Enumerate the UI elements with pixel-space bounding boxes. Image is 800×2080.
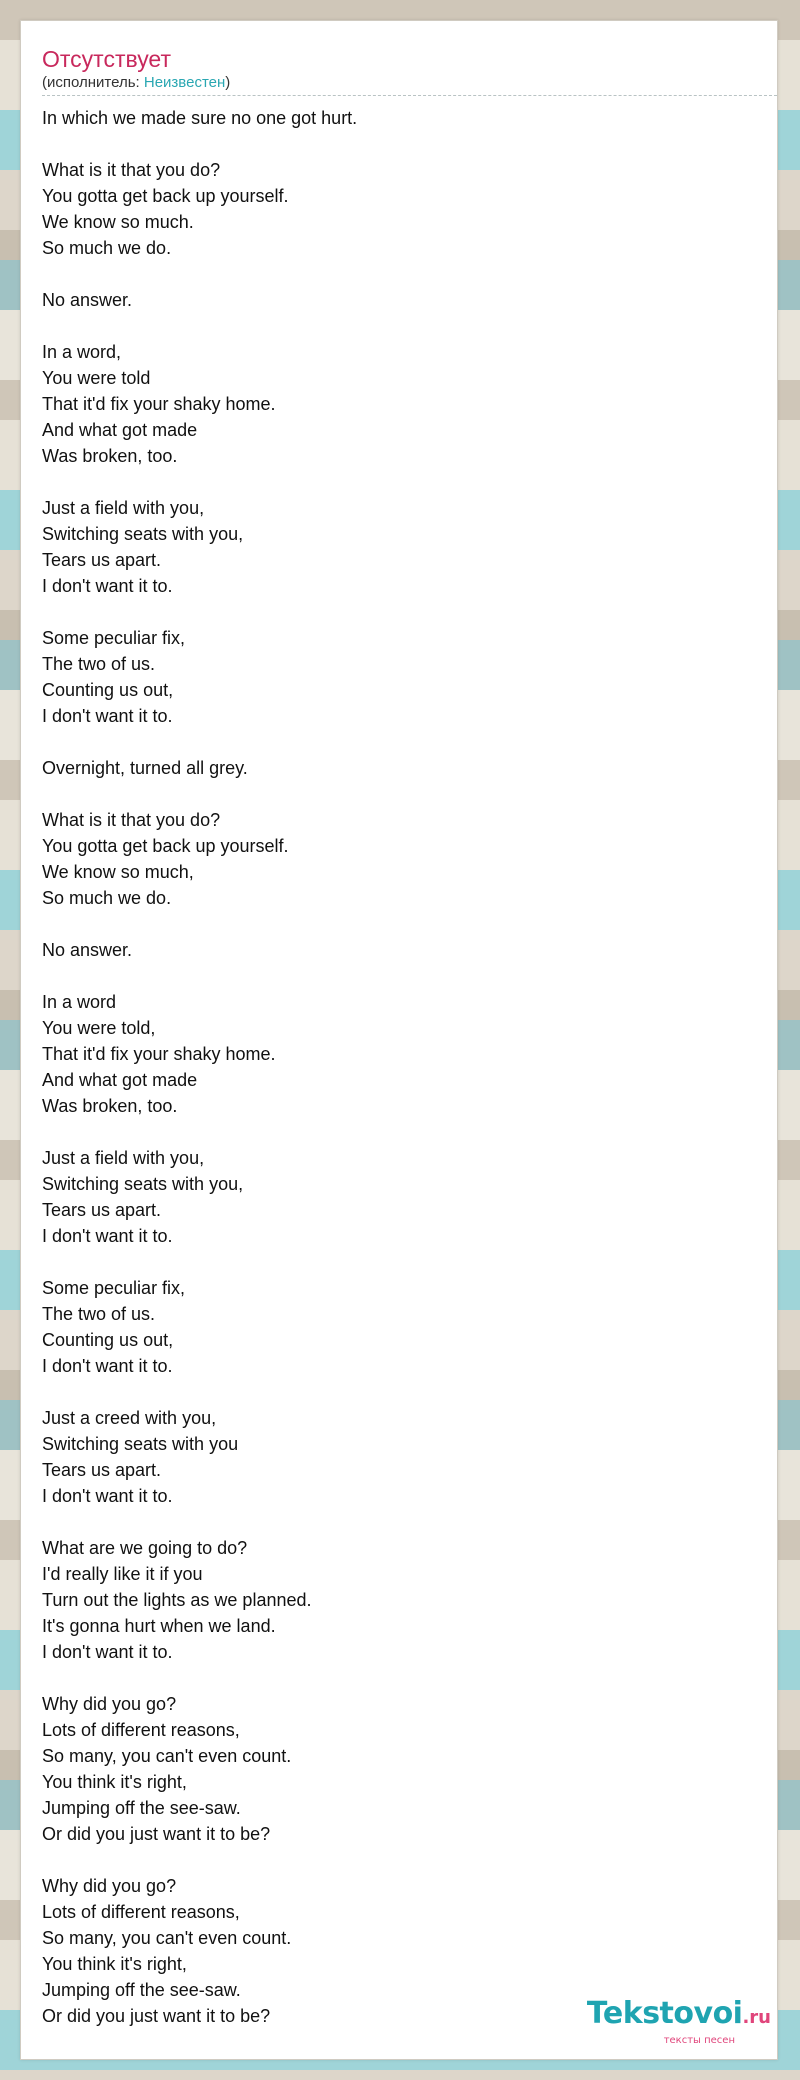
logo-wordmark xyxy=(587,1997,771,2035)
artist-suffix: ) xyxy=(225,74,231,91)
song-title: Отсутствует xyxy=(42,46,171,72)
logo-tagline: тексты песен xyxy=(663,2035,735,2046)
site-logo[interactable] xyxy=(587,1997,771,2047)
logo-main-text: Tekstovoi xyxy=(586,1996,743,2031)
artist-prefix: (исполнитель: xyxy=(42,74,144,91)
lyrics-card xyxy=(20,20,778,2060)
artist-link[interactable]: Неизвестен xyxy=(143,74,226,91)
lyrics-text: In which we made sure no one got hurt. What is it that you do? You gotta get back up yourself. We know so much. So much we do. No answer. In a word, You were told That it'd fix your shaky home. And what got made Was broken, too. Just a field with you, Switching seats with you, Tears us apart. I don't want it to. Some peculiar fix, The two of us. Counting us out, I don't want it to. Overnight, turned all grey. What is it that you do? You gotta get back up yourself. We know so much, So much we do. No answer. In a word You were told, That it'd fix your shaky home. And what got made Was broken, too. Just a field with you, Switching seats with you, Tears us apart. I don't want it to. Some peculiar fix, The two of us. Counting us out, I don't want it to. Just a creed with you, Switching seats with you Tears us apart. I don't want it to. What are we going to do? I'd really like it if you Turn out the lights as we planned. It's gonna hurt when we land. I don't want it to. Why did you go? Lots of different reasons, So many, you can't even count. You think it's right, Jumping off the see-saw. Or did you just want it to be? Why did you go? Lots of different reasons, So many, you can't even count. You think it's right, Jumping off the see-saw. Or did you just want it to be? xyxy=(42,108,358,2026)
logo-domain-suffix: .ru xyxy=(742,2007,771,2028)
artist-line xyxy=(42,73,777,96)
